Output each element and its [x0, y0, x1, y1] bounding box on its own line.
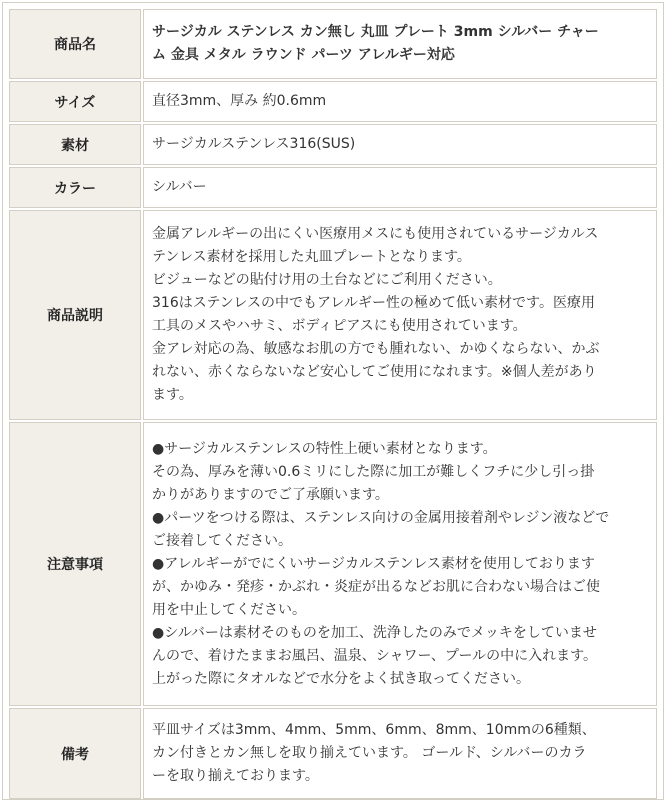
text-line: ご接着してください。	[152, 532, 292, 549]
text-line: ●パーツをつける際は、ステンレス向けの金属用接着剤やレジン液などで	[152, 509, 610, 526]
text-line: シルバー	[152, 179, 207, 195]
row-label: 注意事項	[9, 422, 141, 706]
text-line: ●アレルギーがでにくいサージカルステンレス素材を使用しております	[152, 555, 595, 572]
text-line: 用を中止してください。	[152, 601, 306, 618]
text-line: 金アレ対応の為、敏感なお肌の方でも腫れない、かゆくならない、かぶ	[152, 341, 600, 357]
row-label: カラー	[9, 167, 141, 208]
text-line: ーを取り揃えております。	[152, 768, 319, 784]
text-line: ●シルバーは素材そのものを加工、洗浄したのみでメッキをしていませ	[152, 624, 597, 641]
text-line: 316はステンレスの中でもアレルギー性の極めて低い素材です。医療用	[152, 295, 595, 311]
text-line: サージカルステンレス316(SUS)	[152, 136, 356, 152]
text-line: カン付きとカン無しを取り揃えています。 ゴールド、シルバーのカラ	[152, 745, 587, 761]
table-row-description	[9, 210, 657, 420]
table-row-size	[9, 81, 657, 122]
text-line: サージカル ステンレス カン無し 丸皿 プレート 3mm シルバー チャー	[152, 24, 599, 40]
product-name-value	[143, 9, 657, 79]
text-line: ビジューなどの貼付け用の土台などにご利用ください。	[152, 272, 502, 288]
text-line: 直径3mm、厚み 約0.6mm	[152, 93, 327, 109]
material-value	[143, 124, 657, 165]
text-line: ます。	[152, 387, 193, 403]
description-value	[143, 210, 657, 420]
row-label: 備考	[9, 708, 141, 799]
table-row-remarks	[9, 708, 657, 799]
row-label: サイズ	[9, 81, 141, 122]
row-label: 素材	[9, 124, 141, 165]
size-value	[143, 81, 657, 122]
table-row-notes	[9, 422, 657, 706]
table-row-color	[9, 167, 657, 208]
text-line: 工具のメスやハサミ、ボディピアスにも使用されています。	[152, 318, 527, 334]
text-line: その為、厚みを薄い0.6ミリにした際に加工が難しくフチに少し引っ掛	[152, 463, 595, 480]
table-row-material	[9, 124, 657, 165]
color-value	[143, 167, 657, 208]
text-line: かりがありますのでご了承願います。	[152, 486, 389, 503]
text-line: れない、赤くならないなど安心してご使用になれます。※個人差があり	[152, 364, 597, 380]
text-line: が、かゆみ・発疹・かぶれ・炎症が出るなどお肌に合わない場合はご使	[152, 578, 600, 595]
text-line: んので、着けたままお風呂、温泉、シャワー、プールの中に入れます。	[152, 647, 598, 664]
text-line: テンレス素材を採用した丸皿プレートとなります。	[152, 249, 471, 265]
text-line: ム 金具 メタル ラウンド パーツ アレルギー対応	[152, 47, 455, 63]
product-spec-table	[7, 7, 659, 801]
remarks-value	[143, 708, 657, 799]
notes-value	[143, 422, 657, 706]
product-spec-frame	[2, 2, 664, 800]
text-line: ●サージカルステンレスの特性上硬い素材となります。	[152, 440, 497, 457]
text-line: 上がった際にタオルなどで水分をよく拭き取ってください。	[152, 670, 530, 687]
row-label: 商品名	[9, 9, 141, 79]
text-line: 金属アレルギーの出にくい医療用メスにも使用されているサージカルス	[152, 226, 599, 242]
table-row-product-name	[9, 9, 657, 79]
row-label: 商品説明	[9, 210, 141, 420]
text-line: 平皿サイズは3mm、4mm、5mm、6mm、8mm、10mmの6種類、	[152, 722, 596, 738]
